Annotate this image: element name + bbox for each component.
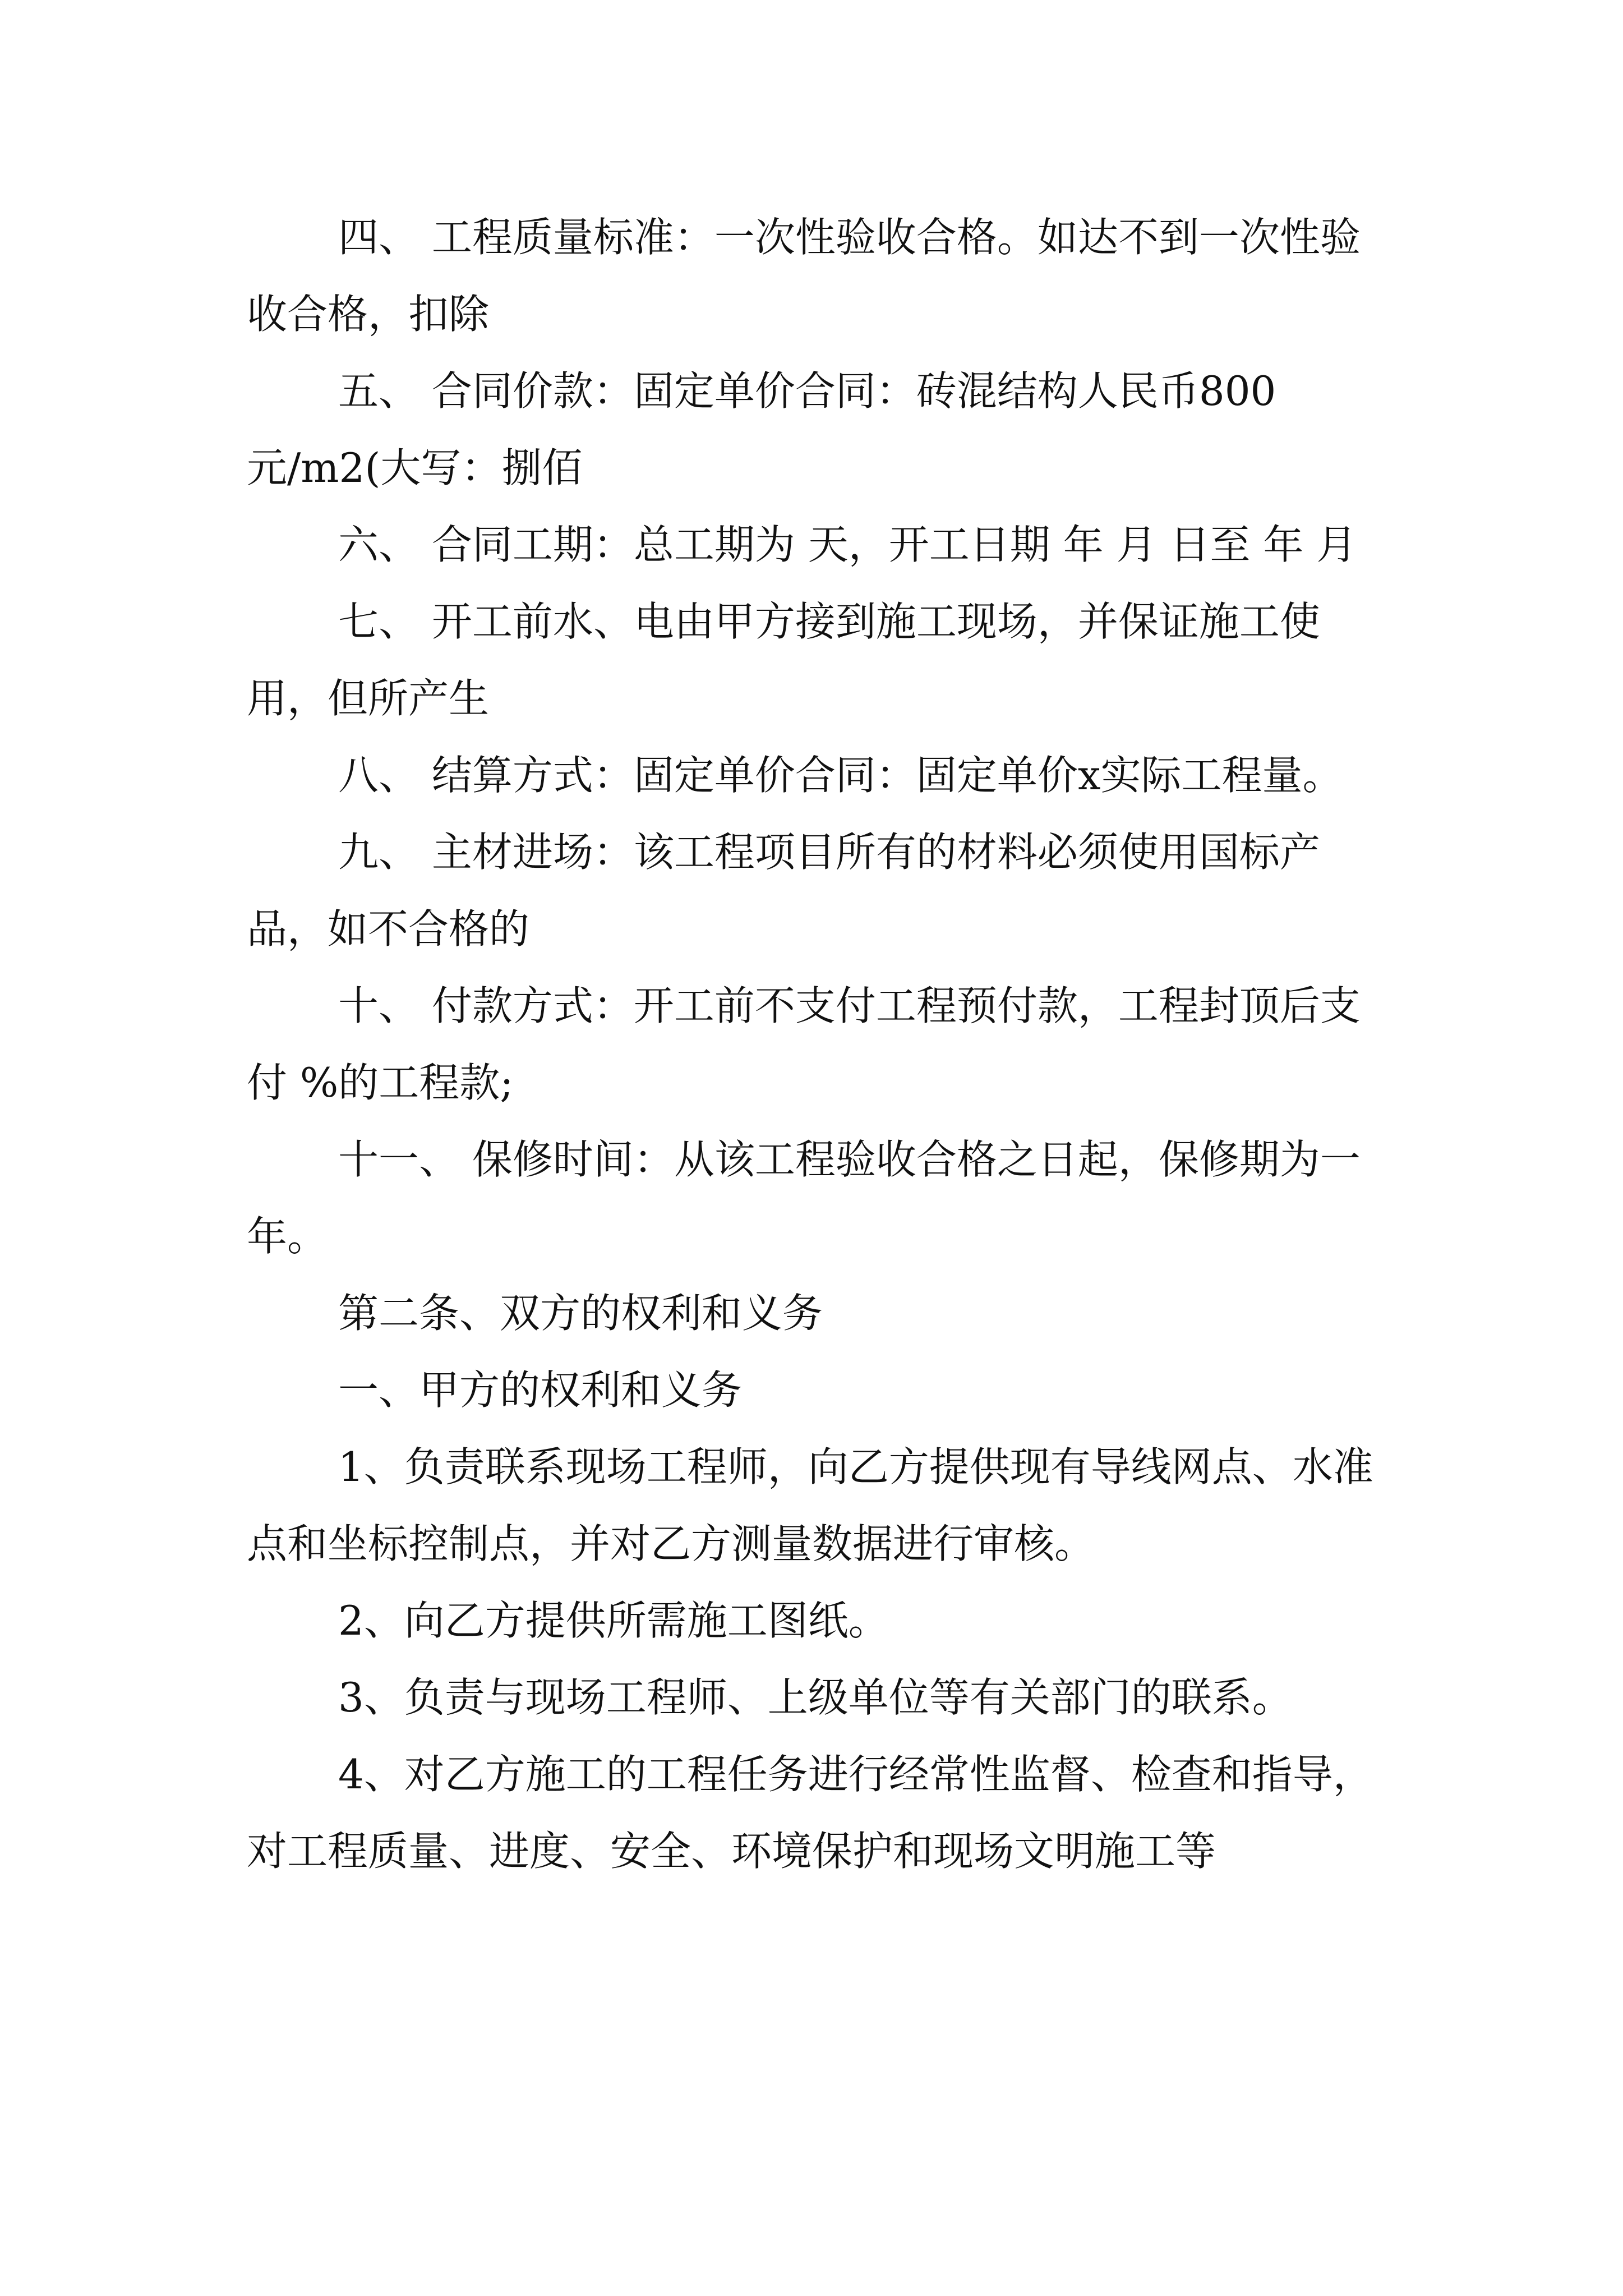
clause-contract-period: 六、 合同工期：总工期为 天，开工日期 年 月 日至 年 月 (338, 521, 1357, 568)
clause-payment: 十、 付款方式：开工前不支付工程预付款，工程封顶后支付 %的工程款; (247, 982, 1361, 1106)
clause-warranty: 十一、 保修时间：从该工程验收合格之日起，保修期为一年。 (247, 1136, 1361, 1260)
party-a-item-1: 1、负责联系现场工程师，向乙方提供现有导线网点、水准点和坐标控制点，并对乙方测量数据进行审核。 (247, 1443, 1373, 1567)
document-body (247, 199, 1385, 1890)
party-a-item-2: 2、向乙方提供所需施工图纸。 (338, 1597, 889, 1644)
clause-contract-price: 五、 合同价款：固定单价合同：砖混结构人民币800元/m2(大写：捌佰 (247, 367, 1276, 491)
clause-quality-standard: 四、 工程质量标准：一次性验收合格。如达不到一次性验收合格，扣除 (247, 214, 1361, 338)
party-a-item-4: 4、对乙方施工的工程任务进行经常性监督、检查和指导，对工程质量、进度、安全、环境保护和现场文明施工等 (247, 1751, 1373, 1875)
party-a-item-3: 3、负责与现场工程师、上级单位等有关部门的联系。 (338, 1674, 1293, 1721)
party-a-heading: 一、甲方的权利和义务 (338, 1366, 743, 1414)
clause-water-electricity: 七、 开工前水、电由甲方接到施工现场，并保证施工使用，但所产生 (247, 598, 1320, 722)
article-two-heading: 第二条、双方的权利和义务 (338, 1290, 823, 1337)
clause-settlement: 八、 结算方式：固定单价合同：固定单价x实际工程量。 (338, 752, 1343, 799)
clause-main-materials: 九、 主材进场：该工程项目所有的材料必须使用国标产品，如不合格的 (247, 829, 1320, 953)
